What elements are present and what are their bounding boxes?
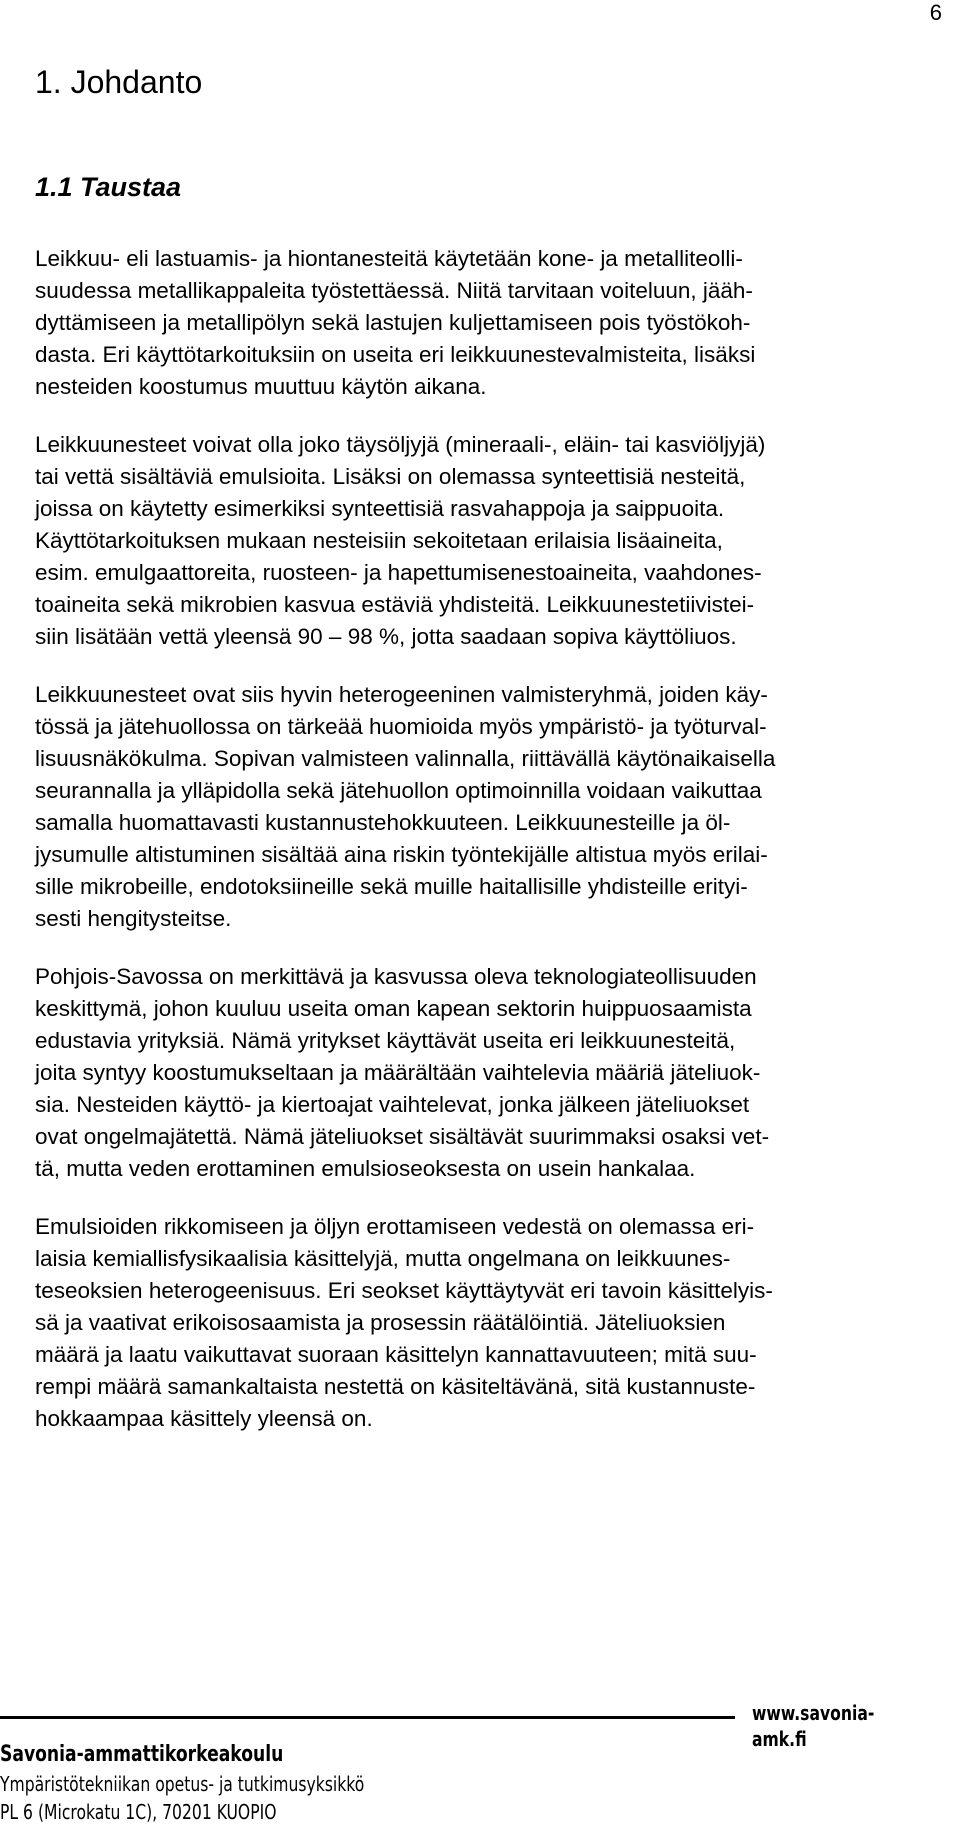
page-number: 6 (929, 0, 942, 25)
text-line: keskittymä, johon kuuluu useita oman kapean sektorin huippuosaamista (35, 996, 752, 1021)
text-line: tai vettä sisältäviä emulsioita. Lisäksi on olemassa synteettisiä nesteitä, (35, 464, 746, 489)
text-line: laisia kemiallisfysikaalisia käsittelyjä, mutta ongelmana on leikkuunes- (35, 1246, 731, 1271)
footer-website: www.savonia-amk.fi (752, 1701, 875, 1751)
text-line: Pohjois-Savossa on merkittävä ja kasvussa oleva teknologiateollisuuden (35, 964, 757, 989)
footer-address: PL 6 (Microkatu 1C), 70201 KUOPIO (0, 1800, 277, 1824)
text-line: tä, mutta veden erottaminen emulsioseoksesta on usein hankalaa. (35, 1156, 696, 1181)
text-line: Emulsioiden rikkomiseen ja öljyn erottamiseen vedestä on olemassa eri- (35, 1214, 755, 1239)
text-line: sia. Nesteiden käyttö- ja kiertoajat vaihtelevat, jonka jälkeen jäteliuokset (35, 1092, 750, 1117)
text-line: määrä ja laatu vaikuttavat suoraan käsittelyn kannattavuuteen; mitä suu- (35, 1342, 757, 1367)
chapter-heading: 1. Johdanto (35, 64, 203, 100)
text-line: samalla huomattavasti kustannustehokkuuteen. Leikkuunesteille ja öl- (35, 810, 731, 835)
footer-divider (0, 1716, 735, 1719)
text-line: dyttämiseen ja metallipölyn sekä lastujen kuljettamiseen pois työstökoh- (35, 310, 751, 335)
text-line: siin lisätään vettä yleensä 90 – 98 %, jotta saadaan sopiva käyttöliuos. (35, 624, 737, 649)
text-line: Käyttötarkoituksen mukaan nesteisiin sekoitetaan erilaisia lisäaineita, (35, 528, 723, 553)
text-line: hokkaampaa käsittely yleensä on. (35, 1406, 373, 1431)
text-line: nesteiden koostumus muuttuu käytön aikana. (35, 374, 487, 399)
text-line: teseoksien heterogeenisuus. Eri seokset käyttäytyvät eri tavoin käsittelyis- (35, 1278, 773, 1303)
text-line: esim. emulgaattoreita, ruosteen- ja hapettumisenestoaineita, vaahdones- (35, 560, 762, 585)
footer-organization: Savonia-ammattikorkeakoulu (0, 1742, 284, 1767)
text-line: jysumulle altistuminen sisältää aina riskin työntekijälle altistua myös erilai- (35, 842, 768, 867)
text-line: dasta. Eri käyttötarkoituksiin on useita eri leikkuunestevalmisteita, lisäksi (35, 342, 756, 367)
text-line: toaineita sekä mikrobien kasvua estäviä yhdisteitä. Leikkuunestetiivistei- (35, 592, 755, 617)
text-line: Leikkuunesteet voivat olla joko täysöljyjä (mineraali-, eläin- tai kasviöljyjä) (35, 432, 766, 457)
text-line: joita syntyy koostumukseltaan ja määrältään vaihtelevia määriä jäteliuok- (35, 1060, 761, 1085)
text-line: tössä ja jätehuollossa on tärkeää huomioida myös ympäristö- ja työturval- (35, 714, 767, 739)
text-line: edustavia yrityksiä. Nämä yritykset käyttävät useita eri leikkuunesteitä, (35, 1028, 736, 1053)
text-line: suudessa metallikappaleita työstettäessä. Niitä tarvitaan voiteluun, jääh- (35, 278, 753, 303)
text-line: rempi määrä samankaltaista nestettä on käsiteltävänä, sitä kustannuste- (35, 1374, 756, 1399)
text-line: ovat ongelmajätettä. Nämä jäteliuokset sisältävät suurimmaksi osaksi vet- (35, 1124, 770, 1149)
section-heading: 1.1 Taustaa (35, 172, 182, 202)
text-line: seurannalla ja ylläpidolla sekä jätehuollon optimoinnilla voidaan vaikuttaa (35, 778, 762, 803)
text-line: sesti hengitysteitse. (35, 906, 232, 931)
text-line: lisuusnäkökulma. Sopivan valmisteen valinnalla, riittävällä käytönaikaisella (35, 746, 776, 771)
text-line: sille mikrobeille, endotoksiineille sekä muille haitallisille yhdisteille erityi- (35, 874, 748, 899)
text-line: sä ja vaativat erikoisosaamista ja prosessin räätälöintiä. Jäteliuoksien (35, 1310, 726, 1335)
text-line: joissa on käytetty esimerkiksi synteettisiä rasvahappoja ja saippuoita. (35, 496, 725, 521)
text-line: Leikkuunesteet ovat siis hyvin heterogeeninen valmisteryhmä, joiden käy- (35, 682, 768, 707)
text-line: Leikkuu- eli lastuamis- ja hiontanesteitä käytetään kone- ja metalliteolli- (35, 246, 743, 271)
footer-unit: Ympäristötekniikan opetus- ja tutkimusyksikkö (0, 1772, 365, 1796)
